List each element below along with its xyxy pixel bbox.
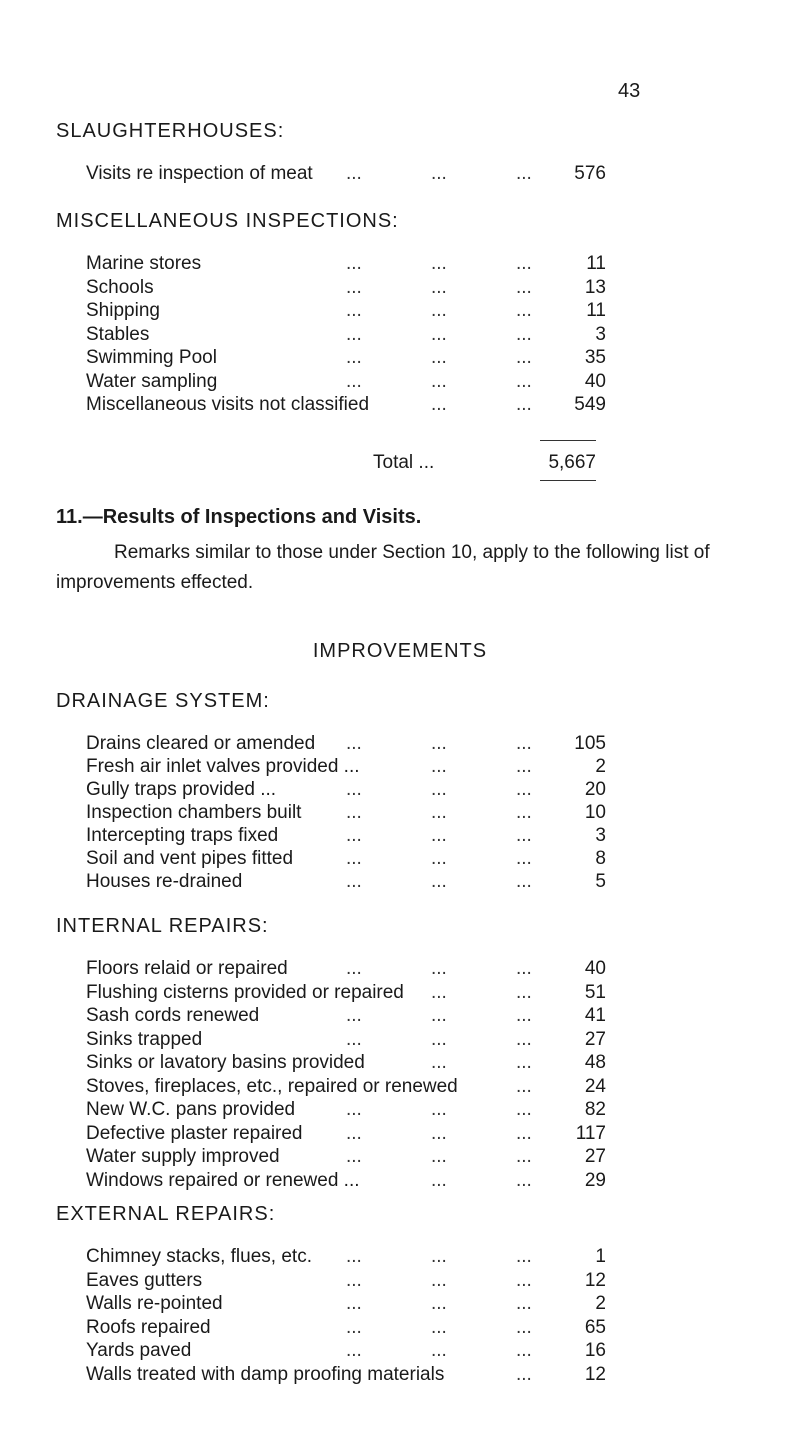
- list-item: [86, 1170, 606, 1192]
- leader-dots: ...: [516, 1293, 532, 1314]
- leader-dots: ...: [516, 370, 532, 392]
- leader-dots: ...: [516, 733, 532, 754]
- item-value: 117: [575, 1122, 606, 1144]
- item-label: Sinks or lavatory basins provided: [86, 1052, 365, 1073]
- leader-dots: ...: [516, 1099, 532, 1120]
- item-label: Houses re-drained: [86, 871, 243, 892]
- leader-dots: ...: [346, 1146, 362, 1167]
- item-value: 2: [595, 756, 606, 777]
- list-item: [86, 802, 606, 824]
- leader-dots: ...: [346, 1340, 362, 1361]
- item-value: 48: [584, 1052, 606, 1073]
- list-item: [86, 1270, 606, 1292]
- leader-dots: ...: [431, 253, 447, 274]
- list-item: [86, 1029, 606, 1051]
- list-item: [86, 779, 606, 801]
- leader-dots: ...: [346, 1099, 362, 1120]
- item-label: Sinks trapped: [86, 1028, 203, 1050]
- improvements-heading: IMPROVEMENTS: [312, 640, 488, 662]
- leader-dots: ...: [516, 1246, 532, 1267]
- item-label: Water sampling: [86, 370, 218, 392]
- item-value: 27: [584, 1146, 606, 1167]
- total-value: 5,667: [548, 452, 596, 473]
- list-item: [86, 1005, 606, 1027]
- list-item: [86, 825, 606, 847]
- leader-dots: ...: [431, 1122, 447, 1144]
- leader-dots: ...: [346, 1005, 362, 1026]
- item-label: Defective plaster repaired: [86, 1122, 303, 1144]
- leader-dots: ...: [516, 779, 532, 800]
- leader-dots: ...: [431, 1099, 447, 1120]
- item-value: 20: [584, 779, 606, 800]
- internal-heading: INTERNAL REPAIRS:: [56, 915, 269, 937]
- item-label: Visits re inspection of meat: [86, 163, 313, 184]
- leader-dots: ...: [431, 802, 447, 823]
- list-item: [86, 1123, 606, 1145]
- leader-dots: ...: [516, 323, 532, 345]
- item-value: 35: [584, 347, 606, 368]
- leader-dots: ...: [431, 1169, 447, 1191]
- section-paragraph: Remarks similar to those under Section 10, apply to the following list of improvements effected.: [56, 542, 710, 593]
- leader-dots: ...: [516, 802, 532, 823]
- item-label: New W.C. pans provided: [86, 1099, 296, 1120]
- item-label: Marine stores: [86, 253, 202, 274]
- leader-dots: ...: [431, 276, 447, 298]
- item-label: Eaves gutters: [86, 1269, 203, 1291]
- leader-dots: ...: [346, 802, 362, 823]
- list-item: [86, 871, 606, 893]
- leader-dots: ...: [346, 1293, 362, 1314]
- item-label: Water supply improved: [86, 1146, 280, 1167]
- leader-dots: ...: [431, 756, 447, 777]
- item-value: 12: [584, 1363, 606, 1385]
- leader-dots: ...: [516, 1169, 532, 1191]
- list-item: [86, 1293, 606, 1315]
- leader-dots: ...: [516, 981, 532, 1003]
- list-item: [86, 347, 606, 369]
- leader-dots: ...: [346, 1316, 362, 1338]
- list-item: [86, 982, 606, 1004]
- item-value: 10: [584, 802, 606, 823]
- leader-dots: ...: [516, 756, 532, 777]
- list-item: [86, 756, 606, 778]
- page-number: 43: [618, 80, 641, 102]
- item-value: 11: [586, 300, 606, 321]
- leader-dots: ...: [516, 825, 532, 846]
- leader-dots: ...: [431, 1052, 447, 1073]
- list-item: [86, 1146, 606, 1168]
- total-label: Total ...: [373, 452, 435, 473]
- item-label: Flushing cisterns provided or repaired: [86, 981, 404, 1003]
- item-value: 105: [574, 733, 606, 754]
- leader-dots: ...: [431, 370, 447, 392]
- list-item: [86, 1076, 606, 1098]
- leader-dots: ...: [516, 848, 532, 869]
- leader-dots: ...: [516, 276, 532, 298]
- leader-dots: ...: [431, 958, 447, 979]
- item-value: 12: [584, 1269, 606, 1291]
- item-label: Gully traps provided ...: [86, 779, 277, 800]
- misc-heading: MISCELLANEOUS INSPECTIONS:: [56, 210, 399, 232]
- leader-dots: ...: [346, 253, 362, 274]
- leader-dots: ...: [516, 300, 532, 321]
- leader-dots: ...: [346, 1122, 362, 1144]
- leader-dots: ...: [516, 871, 532, 892]
- leader-dots: ...: [516, 1028, 532, 1050]
- item-value: 8: [595, 848, 606, 869]
- leader-dots: ...: [346, 848, 362, 869]
- item-value: 82: [584, 1099, 606, 1120]
- item-value: 41: [584, 1005, 606, 1026]
- leader-dots: ...: [346, 871, 362, 892]
- list-item: [86, 1364, 606, 1386]
- list-item: [86, 848, 606, 870]
- leader-dots: ...: [431, 779, 447, 800]
- item-value: 2: [595, 1293, 606, 1314]
- leader-dots: ...: [431, 300, 447, 321]
- leader-dots: ...: [516, 1005, 532, 1026]
- section-title: 11.—Results of Inspections and Visits.: [56, 506, 422, 528]
- item-label: Floors relaid or repaired: [86, 958, 288, 979]
- leader-dots: ...: [431, 1028, 447, 1050]
- leader-dots: ...: [346, 779, 362, 800]
- list-item: [86, 371, 606, 393]
- leader-dots: ...: [431, 1316, 447, 1338]
- slaughterhouses-heading: SLAUGHTERHOUSES:: [56, 120, 285, 142]
- item-value: 1: [595, 1246, 606, 1267]
- leader-dots: ...: [516, 1316, 532, 1338]
- item-label: Yards paved: [86, 1340, 192, 1361]
- leader-dots: ...: [431, 1246, 447, 1267]
- item-label: Roofs repaired: [86, 1316, 211, 1338]
- leader-dots: ...: [431, 163, 447, 184]
- item-label: Stoves, fireplaces, etc., repaired or renewed: [86, 1075, 458, 1097]
- leader-dots: ...: [516, 1146, 532, 1167]
- leader-dots: ...: [346, 163, 362, 184]
- leader-dots: ...: [346, 276, 362, 298]
- list-item: [86, 1317, 606, 1339]
- item-value: 40: [584, 370, 606, 392]
- item-label: Drains cleared or amended: [86, 733, 316, 754]
- item-value: 27: [584, 1028, 606, 1050]
- item-label: Windows repaired or renewed ...: [86, 1169, 360, 1191]
- leader-dots: ...: [431, 394, 447, 415]
- leader-dots: ...: [346, 347, 362, 368]
- leader-dots: ...: [346, 1028, 362, 1050]
- leader-dots: ...: [431, 1269, 447, 1291]
- leader-dots: ...: [431, 323, 447, 345]
- item-value: 16: [584, 1340, 606, 1361]
- list-item: [86, 163, 606, 185]
- leader-dots: ...: [516, 1075, 532, 1097]
- item-value: 40: [584, 958, 606, 979]
- item-value: 3: [595, 825, 606, 846]
- leader-dots: ...: [431, 347, 447, 368]
- leader-dots: ...: [346, 1269, 362, 1291]
- leader-dots: ...: [516, 1122, 532, 1144]
- list-item: [86, 1340, 606, 1362]
- item-value: 29: [584, 1169, 606, 1191]
- leader-dots: ...: [346, 958, 362, 979]
- leader-dots: ...: [346, 1246, 362, 1267]
- leader-dots: ...: [516, 1363, 532, 1385]
- list-item: [86, 394, 606, 416]
- item-value: 576: [574, 163, 606, 184]
- leader-dots: ...: [346, 825, 362, 846]
- total-row: [0, 452, 800, 474]
- drainage-heading: DRAINAGE SYSTEM:: [56, 690, 270, 712]
- item-label: Miscellaneous visits not classified: [86, 394, 370, 415]
- leader-dots: ...: [516, 1340, 532, 1361]
- leader-dots: ...: [431, 1146, 447, 1167]
- item-label: Swimming Pool: [86, 347, 217, 368]
- leader-dots: ...: [431, 848, 447, 869]
- item-value: 51: [584, 981, 606, 1003]
- leader-dots: ...: [346, 370, 362, 392]
- leader-dots: ...: [431, 981, 447, 1003]
- leader-dots: ...: [346, 323, 362, 345]
- leader-dots: ...: [346, 733, 362, 754]
- item-label: Sash cords renewed: [86, 1005, 260, 1026]
- item-label: Shipping: [86, 300, 160, 321]
- list-item: [86, 300, 606, 322]
- external-heading: EXTERNAL REPAIRS:: [56, 1203, 276, 1225]
- item-value: 549: [574, 394, 606, 415]
- list-item: [86, 958, 606, 980]
- list-item: [86, 1099, 606, 1121]
- leader-dots: ...: [431, 1340, 447, 1361]
- item-label: Soil and vent pipes fitted: [86, 848, 294, 869]
- list-item: [86, 1052, 606, 1074]
- leader-dots: ...: [431, 1005, 447, 1026]
- item-label: Walls re-pointed: [86, 1293, 223, 1314]
- list-item: [86, 277, 606, 299]
- list-item: [86, 1246, 606, 1268]
- leader-dots: ...: [516, 1052, 532, 1073]
- item-label: Inspection chambers built: [86, 802, 302, 823]
- item-value: 65: [584, 1316, 606, 1338]
- item-label: Fresh air inlet valves provided ...: [86, 756, 360, 777]
- item-label: Intercepting traps fixed: [86, 825, 279, 846]
- leader-dots: ...: [516, 958, 532, 979]
- leader-dots: ...: [516, 394, 532, 415]
- list-item: [86, 733, 606, 755]
- item-value: 3: [595, 323, 606, 345]
- item-label: Walls treated with damp proofing materials: [86, 1363, 445, 1385]
- list-item: [86, 253, 606, 275]
- item-label: Stables: [86, 323, 150, 345]
- leader-dots: ...: [516, 253, 532, 274]
- item-label: Schools: [86, 276, 154, 298]
- item-value: 5: [595, 871, 606, 892]
- item-value: 13: [584, 276, 606, 298]
- leader-dots: ...: [431, 871, 447, 892]
- item-label: Chimney stacks, flues, etc.: [86, 1246, 312, 1267]
- item-value: 24: [584, 1075, 606, 1097]
- total-rule-top: [540, 440, 596, 441]
- total-rule-bottom: [540, 480, 596, 481]
- item-value: 11: [586, 253, 606, 274]
- leader-dots: ...: [431, 1293, 447, 1314]
- leader-dots: ...: [516, 1269, 532, 1291]
- leader-dots: ...: [516, 163, 532, 184]
- leader-dots: ...: [431, 733, 447, 754]
- leader-dots: ...: [431, 825, 447, 846]
- leader-dots: ...: [346, 300, 362, 321]
- leader-dots: ...: [516, 347, 532, 368]
- list-item: [86, 324, 606, 346]
